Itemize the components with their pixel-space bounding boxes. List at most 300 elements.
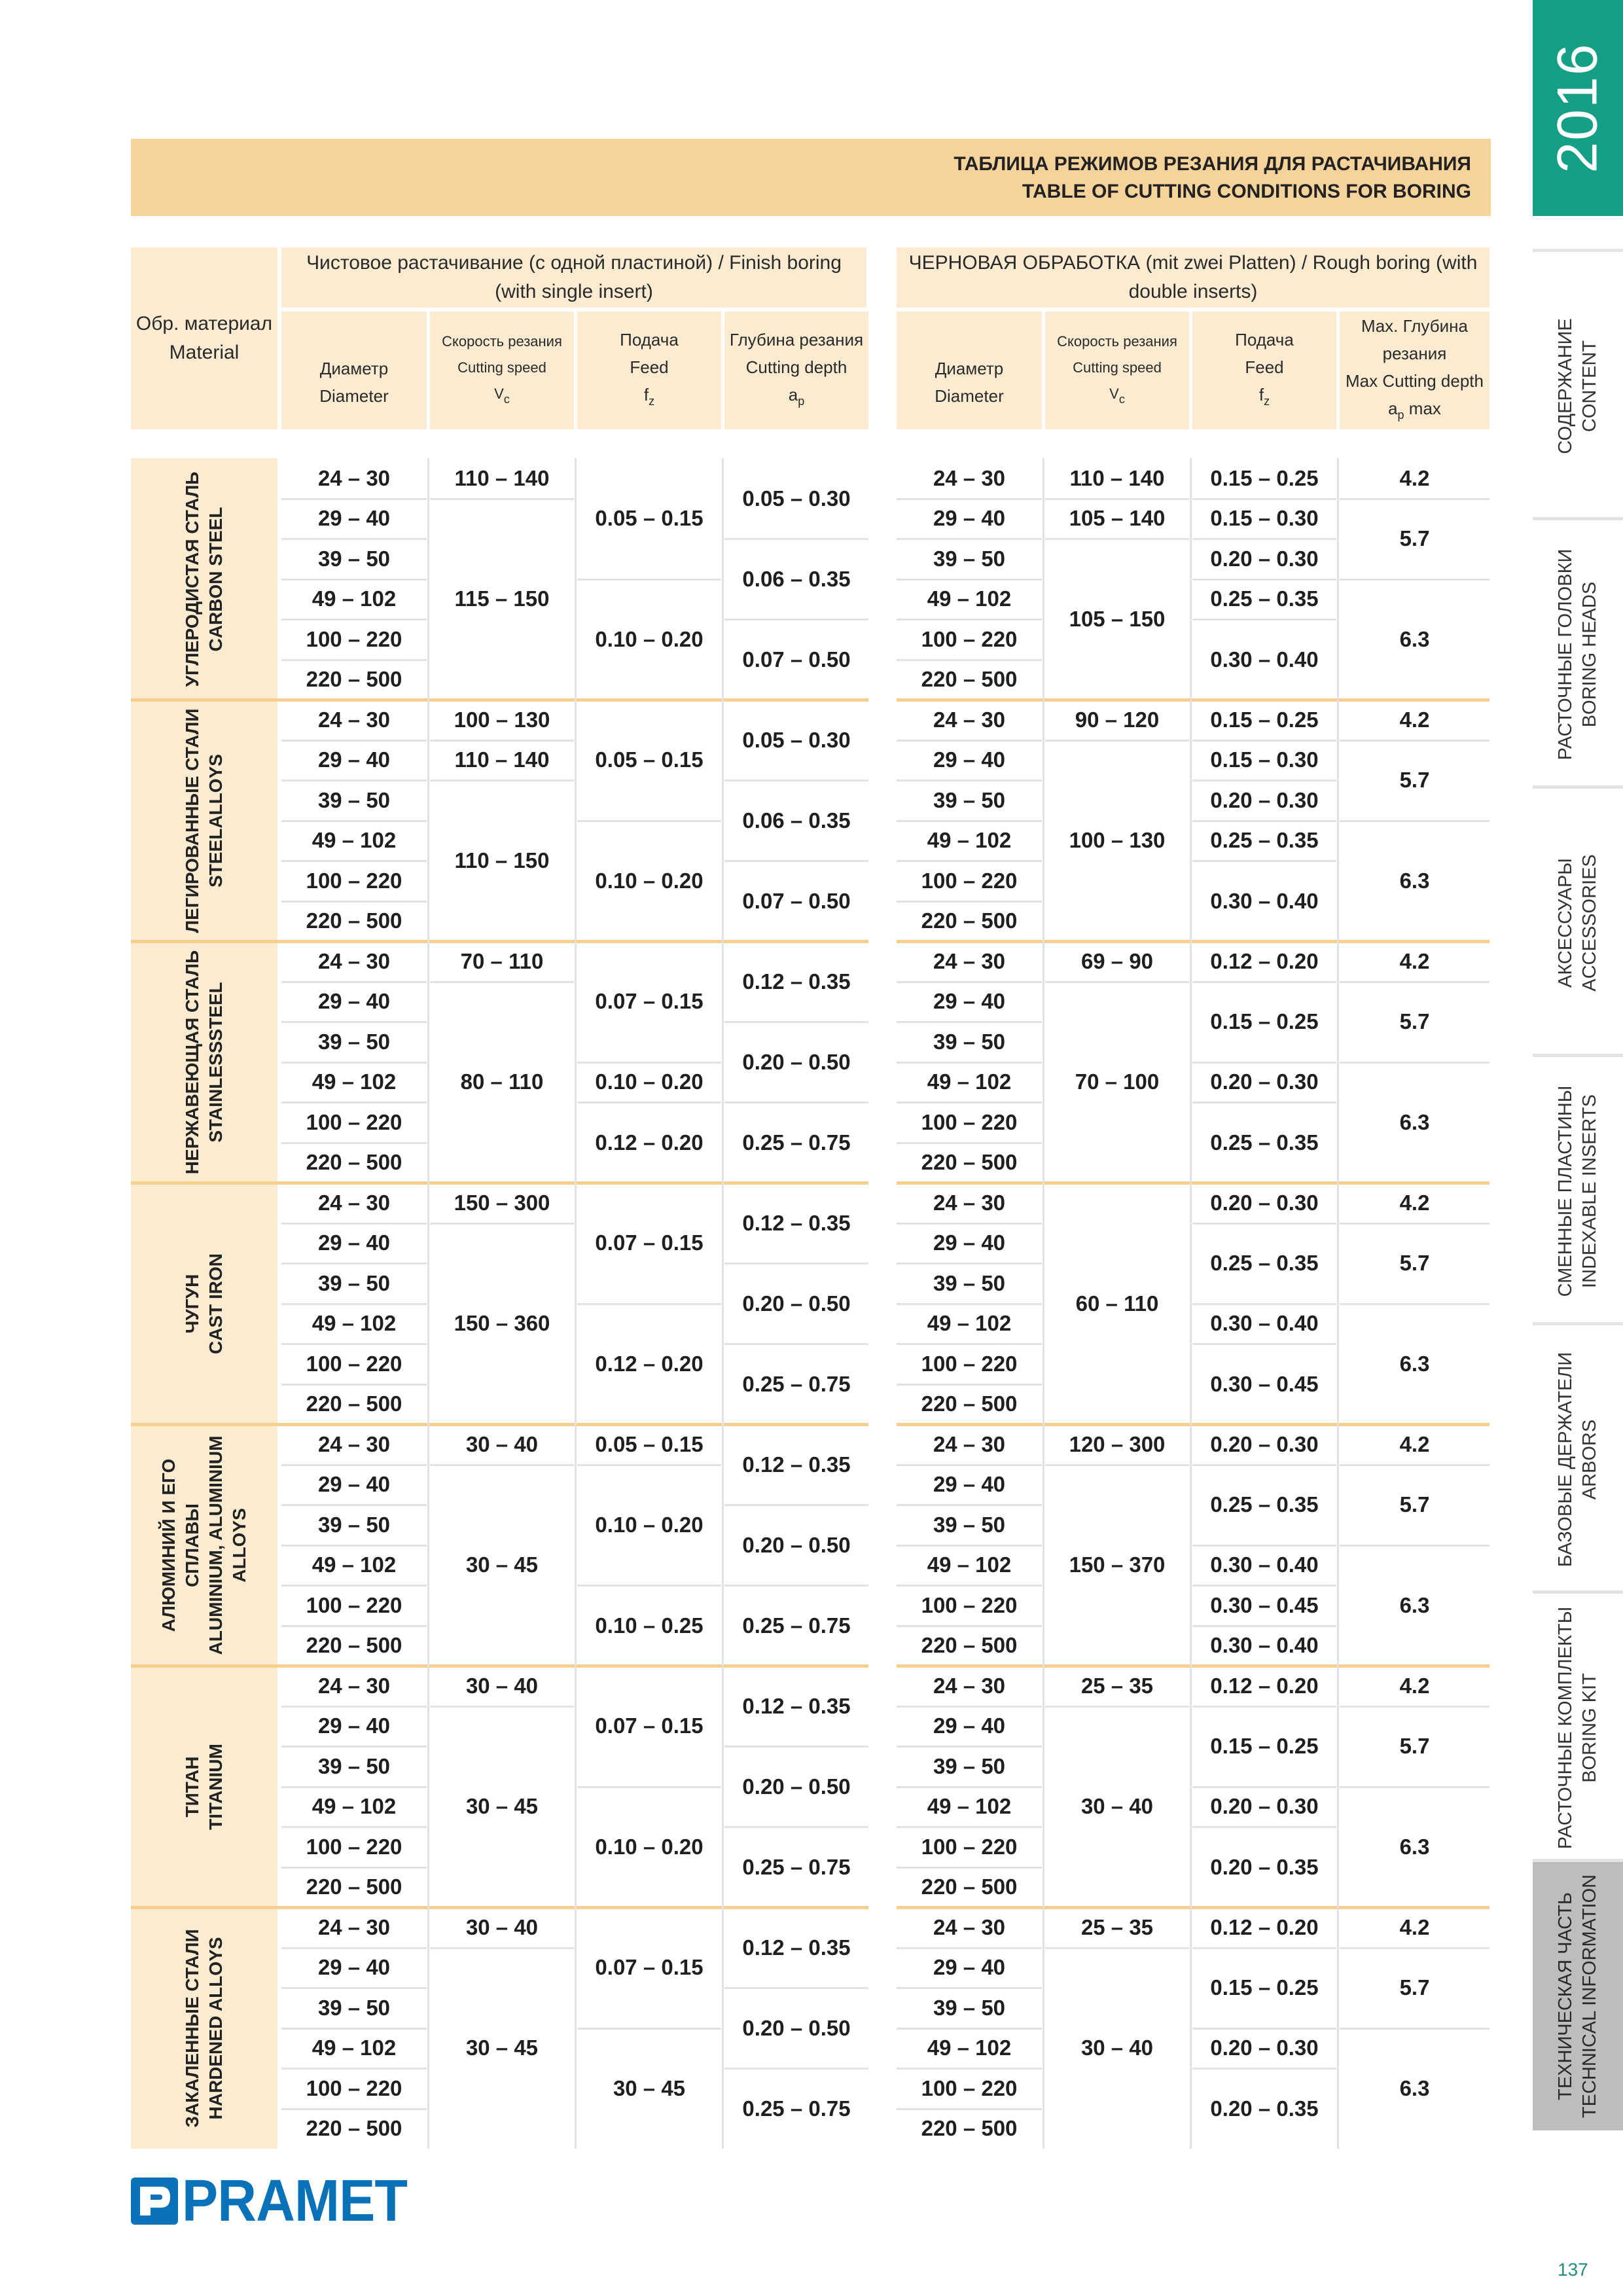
row-divider (724, 1504, 868, 1506)
row-divider (1192, 1585, 1336, 1587)
material-label-cell (131, 1907, 277, 2149)
finish-speed-cell: 30 – 40 (465, 1914, 539, 1939)
row-divider (281, 659, 427, 661)
rough-diameter-cell: 24 – 30 (933, 707, 1006, 732)
nav-item-label (1554, 318, 1602, 454)
material-name-ru: ТИТАН (182, 1756, 202, 1818)
nav-item-en: TECHNICAL INFORMATION (1579, 1874, 1600, 2119)
nav-item-en: ARBORS (1579, 1419, 1600, 1500)
nav-item-en: CONTENT (1579, 340, 1600, 433)
row-divider (1340, 498, 1489, 500)
rough-max-depth-cell: 5.7 (1399, 1009, 1430, 1033)
finish-feed-cell: 0.10 – 0.20 (595, 1834, 704, 1859)
rough-max-depth-cell: 4.2 (1399, 1190, 1430, 1215)
finish-diameter-cell: 100 – 220 (306, 1351, 402, 1376)
finish-diameter-cell: 49 – 102 (312, 2036, 397, 2060)
row-divider (281, 2068, 427, 2070)
row-divider (281, 1786, 427, 1788)
row-divider (281, 1263, 427, 1265)
column-divider (575, 458, 577, 2149)
column-divider (1337, 458, 1339, 2149)
finish-diameter-cell: 39 – 50 (317, 1995, 391, 2020)
finish-feed-cell: 0.05 – 0.15 (595, 747, 704, 772)
header-rough-max-depth: Max. Глубина резания Max Cutting depth $a_p$ max (1340, 312, 1489, 429)
finish-feed-cell: 0.07 – 0.15 (595, 1955, 704, 1980)
rough-diameter-cell: 100 – 220 (921, 1834, 1018, 1859)
rough-diameter-cell: 29 – 40 (933, 1230, 1006, 1255)
finish-depth-cell: 0.12 – 0.35 (742, 1452, 851, 1477)
material-name-ru: АЛЮМИНИЙ И ЕГО СПЛАВЫ (158, 1458, 202, 1632)
finish-depth-cell: 0.12 – 0.35 (742, 1935, 851, 1960)
finish-speed-cell: 30 – 40 (465, 1431, 539, 1456)
rough-max-depth-cell: 6.3 (1399, 2075, 1430, 2100)
rough-diameter-cell: 220 – 500 (921, 667, 1018, 692)
row-divider (1192, 1343, 1336, 1345)
row-divider (724, 2068, 868, 2070)
row-divider (897, 1826, 1042, 1828)
finish-speed-cell: 115 – 150 (454, 586, 550, 611)
finish-depth-cell: 0.25 – 0.75 (742, 2096, 851, 2121)
row-divider (281, 1223, 427, 1225)
row-divider (281, 1706, 427, 1708)
row-divider (1340, 1464, 1489, 1466)
material-name-en: STEELALLOYS (205, 753, 226, 888)
rough-feed-cell: 0.25 – 0.35 (1210, 1251, 1319, 1275)
finish-feed-cell: 0.05 – 0.15 (595, 506, 704, 531)
rough-feed-cell: 0.25 – 0.35 (1210, 828, 1319, 853)
page-number: 137 (1558, 2259, 1588, 2280)
row-divider (1045, 498, 1189, 500)
column-divider (427, 458, 429, 2149)
nav-item-ru: БАЗОВЫЕ ДЕРЖАТЕЛИ (1555, 1352, 1576, 1568)
material-label (181, 706, 228, 935)
finish-diameter-cell: 24 – 30 (317, 1431, 391, 1456)
material-name-en: STAINLESSSTEEL (205, 981, 226, 1143)
row-divider (897, 1102, 1042, 1103)
row-divider (1192, 579, 1336, 581)
row-divider (281, 1504, 427, 1506)
finish-speed-cell: 30 – 40 (465, 1673, 539, 1698)
rough-diameter-cell: 100 – 220 (921, 868, 1018, 893)
row-divider (430, 498, 574, 500)
finish-depth-cell: 0.12 – 0.35 (742, 969, 851, 994)
rough-feed-cell: 0.15 – 0.25 (1210, 707, 1319, 732)
rough-max-depth-cell: 5.7 (1399, 1975, 1430, 2000)
row-divider (1340, 2028, 1489, 2030)
rough-feed-cell: 0.30 – 0.40 (1210, 1552, 1319, 1577)
rough-max-depth-cell: 4.2 (1399, 948, 1430, 973)
nav-item-label (1554, 1874, 1602, 2118)
row-divider (1192, 860, 1336, 862)
finish-diameter-cell: 100 – 220 (306, 2075, 402, 2100)
rough-diameter-cell: 220 – 500 (921, 1391, 1018, 1416)
finish-depth-cell: 0.25 – 0.75 (742, 1613, 851, 1638)
material-label-cell (131, 458, 277, 700)
rough-diameter-cell: 220 – 500 (921, 1633, 1018, 1658)
finish-depth-cell: 0.06 – 0.35 (742, 808, 851, 833)
row-divider (281, 2028, 427, 2030)
nav-item-1[interactable] (1533, 249, 1623, 520)
row-divider (897, 860, 1042, 862)
finish-diameter-cell: 220 – 500 (306, 1150, 402, 1175)
row-divider (897, 659, 1042, 661)
row-divider (1340, 1545, 1489, 1547)
row-divider (1340, 1786, 1489, 1788)
row-divider (577, 1062, 721, 1064)
row-divider (1192, 1303, 1336, 1305)
finish-diameter-cell: 220 – 500 (306, 1633, 402, 1658)
row-divider (577, 1464, 721, 1466)
finish-speed-cell: 110 – 150 (454, 848, 550, 872)
row-divider (281, 498, 427, 500)
row-divider (897, 1303, 1042, 1305)
group-divider (131, 1181, 868, 1185)
row-divider (897, 2068, 1042, 2070)
finish-feed-cell: 0.07 – 0.15 (595, 1230, 704, 1255)
row-divider (577, 579, 721, 581)
row-divider (281, 1343, 427, 1345)
header-rough-speed: Скорость резания Cutting speed $V_c$ (1045, 312, 1189, 429)
rough-speed-cell: 105 – 150 (1069, 607, 1166, 631)
pramet-logo (131, 2168, 427, 2234)
rough-diameter-cell: 24 – 30 (933, 1673, 1006, 1698)
finish-feed-cell: 0.07 – 0.15 (595, 1713, 704, 1738)
header-finish-boring: Чистовое растачивание (с одной пластиной) / Finish boring (with single insert) (281, 247, 866, 308)
row-divider (724, 1343, 868, 1345)
nav-item-label (1554, 1086, 1602, 1297)
row-divider (897, 1746, 1042, 1748)
rough-max-depth-cell: 6.3 (1399, 1592, 1430, 1617)
finish-diameter-cell: 100 – 220 (306, 868, 402, 893)
finish-diameter-cell: 29 – 40 (317, 1472, 391, 1497)
row-divider (281, 780, 427, 781)
rough-feed-cell: 0.15 – 0.25 (1210, 1734, 1319, 1758)
row-divider (897, 1545, 1042, 1547)
finish-diameter-cell: 220 – 500 (306, 667, 402, 692)
rough-diameter-cell: 24 – 30 (933, 465, 1006, 490)
finish-diameter-cell: 39 – 50 (317, 546, 391, 571)
rough-diameter-cell: 220 – 500 (921, 908, 1018, 933)
row-divider (1192, 2028, 1336, 2030)
row-divider (1192, 981, 1336, 983)
row-divider (897, 579, 1042, 581)
row-divider (577, 1585, 721, 1587)
material-label-cell (131, 941, 277, 1183)
finish-feed-cell: 0.10 – 0.20 (595, 1069, 704, 1094)
rough-diameter-cell: 49 – 102 (927, 1311, 1012, 1336)
nav-item-en: INDEXABLE INSERTS (1579, 1094, 1600, 1289)
finish-diameter-cell: 24 – 30 (317, 1190, 391, 1215)
row-divider (430, 1706, 574, 1708)
rough-diameter-cell: 100 – 220 (921, 626, 1018, 651)
nav-item-ru: СОДЕРЖАНИЕ (1555, 318, 1576, 454)
group-divider (131, 1664, 868, 1668)
rough-speed-cell: 69 – 90 (1080, 948, 1154, 973)
rough-diameter-cell: 29 – 40 (933, 747, 1006, 772)
finish-diameter-cell: 29 – 40 (317, 989, 391, 1014)
finish-diameter-cell: 220 – 500 (306, 1874, 402, 1899)
finish-speed-cell: 30 – 45 (465, 1552, 539, 1577)
row-divider (897, 1706, 1042, 1708)
finish-depth-cell: 0.20 – 0.50 (742, 1774, 851, 1799)
finish-speed-cell: 150 – 360 (454, 1311, 550, 1336)
title-ru: ТАБЛИЦА РЕЖИМОВ РЕЗАНИЯ ДЛЯ РАСТАЧИВАНИЯ (954, 153, 1471, 175)
rough-diameter-cell: 39 – 50 (933, 787, 1006, 812)
rough-feed-cell: 0.20 – 0.30 (1210, 2036, 1319, 2060)
nav-item-3[interactable] (1533, 785, 1623, 1057)
row-divider (1192, 538, 1336, 540)
finish-diameter-cell: 220 – 500 (306, 1391, 402, 1416)
row-divider (1192, 1947, 1336, 1949)
row-divider (281, 1746, 427, 1748)
finish-feed-cell: 0.10 – 0.20 (595, 868, 704, 893)
row-divider (897, 1384, 1042, 1386)
group-divider (131, 1423, 868, 1426)
row-divider (1192, 1102, 1336, 1103)
rough-diameter-cell: 29 – 40 (933, 1955, 1006, 1980)
row-divider (281, 1384, 427, 1386)
row-divider (724, 1102, 868, 1103)
rough-speed-cell: 150 – 370 (1069, 1552, 1166, 1577)
rough-diameter-cell: 49 – 102 (927, 828, 1012, 853)
finish-diameter-cell: 24 – 30 (317, 1914, 391, 1939)
rough-speed-cell: 30 – 40 (1080, 1794, 1154, 1819)
row-divider (577, 820, 721, 822)
rough-max-depth-cell: 6.3 (1399, 1351, 1430, 1376)
rough-speed-cell: 110 – 140 (1069, 465, 1165, 490)
finish-speed-cell: 30 – 45 (465, 2036, 539, 2060)
row-divider (577, 1303, 721, 1305)
row-divider (281, 901, 427, 903)
rough-feed-cell: 0.20 – 0.30 (1210, 1794, 1319, 1819)
rough-speed-cell: 90 – 120 (1075, 707, 1160, 732)
finish-diameter-cell: 29 – 40 (317, 747, 391, 772)
material-name-ru: УГЛЕРОДИСТАЯ СТАЛЬ (182, 471, 202, 687)
row-divider (897, 619, 1042, 620)
nav-item-label (1554, 549, 1602, 761)
row-divider (281, 1021, 427, 1023)
row-divider (897, 1987, 1042, 1989)
finish-speed-cell: 150 – 300 (454, 1190, 550, 1215)
row-divider (281, 579, 427, 581)
group-divider (897, 698, 1489, 702)
rough-feed-cell: 0.15 – 0.25 (1210, 1009, 1319, 1033)
year-label: 2016 (1546, 43, 1609, 173)
row-divider (1192, 1464, 1336, 1466)
row-divider (1340, 1223, 1489, 1225)
finish-depth-cell: 0.12 – 0.35 (742, 1693, 851, 1718)
rough-diameter-cell: 39 – 50 (933, 546, 1006, 571)
finish-diameter-cell: 24 – 30 (317, 465, 391, 490)
rough-feed-cell: 0.20 – 0.30 (1210, 1431, 1319, 1456)
header-finish-feed: Подача Feed $f_z$ (577, 312, 721, 429)
row-divider (1192, 780, 1336, 781)
nav-item-en: BORING HEADS (1579, 581, 1600, 728)
rough-diameter-cell: 39 – 50 (933, 1029, 1006, 1054)
rough-diameter-cell: 29 – 40 (933, 989, 1006, 1014)
row-divider (897, 1947, 1042, 1949)
rough-feed-cell: 0.30 – 0.45 (1210, 1371, 1319, 1396)
rough-feed-cell: 0.20 – 0.30 (1210, 787, 1319, 812)
material-name-ru: ЧУГУН (182, 1274, 202, 1333)
row-divider (1045, 1947, 1189, 1949)
nav-item-6[interactable] (1533, 1590, 1623, 1862)
material-name-en: CARBON STEEL (205, 507, 226, 651)
rough-max-depth-cell: 4.2 (1399, 1914, 1430, 1939)
finish-diameter-cell: 220 – 500 (306, 908, 402, 933)
row-divider (1045, 1464, 1189, 1466)
finish-feed-cell: 0.12 – 0.20 (595, 1351, 704, 1376)
finish-diameter-cell: 39 – 50 (317, 1270, 391, 1295)
nav-item-ru: СМЕННЫЕ ПЛАСТИНЫ (1555, 1085, 1576, 1297)
nav-item-4[interactable] (1533, 1054, 1623, 1325)
row-divider (1045, 981, 1189, 983)
group-divider (897, 1906, 1489, 1909)
row-divider (1192, 740, 1336, 742)
finish-speed-cell: 80 – 110 (460, 1069, 544, 1094)
rough-feed-cell: 0.20 – 0.35 (1210, 2096, 1319, 2121)
row-divider (1340, 1947, 1489, 1949)
material-name-en: TITANIUM (205, 1743, 226, 1830)
rough-speed-cell: 60 – 110 (1075, 1291, 1159, 1316)
rough-feed-cell: 0.15 – 0.25 (1210, 465, 1319, 490)
material-label (181, 1914, 228, 2142)
rough-diameter-cell: 39 – 50 (933, 1270, 1006, 1295)
row-divider (1192, 1062, 1336, 1064)
row-divider (281, 860, 427, 862)
row-divider (1340, 579, 1489, 581)
finish-diameter-cell: 100 – 220 (306, 1592, 402, 1617)
row-divider (897, 981, 1042, 983)
finish-speed-cell: 110 – 140 (454, 465, 550, 490)
finish-depth-cell: 0.25 – 0.75 (742, 1854, 851, 1879)
finish-feed-cell: 0.07 – 0.15 (595, 989, 704, 1014)
row-divider (897, 1867, 1042, 1869)
row-divider (897, 2028, 1042, 2030)
row-divider (1340, 1062, 1489, 1064)
rough-max-depth-cell: 4.2 (1399, 1673, 1430, 1698)
row-divider (724, 619, 868, 620)
row-divider (897, 1343, 1042, 1345)
finish-depth-cell: 0.05 – 0.30 (742, 486, 851, 511)
row-divider (577, 2028, 721, 2030)
logo-text: PRAMET (182, 2168, 408, 2234)
material-label (181, 1189, 228, 1418)
row-divider (897, 1504, 1042, 1506)
rough-max-depth-cell: 5.7 (1399, 1492, 1430, 1516)
column-divider (1043, 458, 1044, 2149)
rough-max-depth-cell: 5.7 (1399, 768, 1430, 792)
row-divider (897, 1021, 1042, 1023)
finish-diameter-cell: 100 – 220 (306, 626, 402, 651)
material-label (157, 1431, 251, 1659)
row-divider (281, 1987, 427, 1989)
rough-diameter-cell: 24 – 30 (933, 948, 1006, 973)
finish-diameter-cell: 49 – 102 (312, 1794, 397, 1819)
row-divider (1045, 1706, 1189, 1708)
nav-item-7[interactable] (1533, 1859, 1623, 2130)
rough-diameter-cell: 29 – 40 (933, 1713, 1006, 1738)
row-divider (281, 1826, 427, 1828)
material-name-en: CAST IRON (205, 1253, 226, 1354)
finish-feed-cell: 0.10 – 0.20 (595, 626, 704, 651)
rough-max-depth-cell: 4.2 (1399, 1431, 1430, 1456)
header-rough-boring: ЧЕРНОВАЯ ОБРАБОТКА (mit zwei Platten) / Rough boring (with double inserts) (897, 247, 1489, 308)
finish-diameter-cell: 49 – 102 (312, 1552, 397, 1577)
finish-speed-cell: 110 – 140 (454, 747, 550, 772)
row-divider (430, 740, 574, 742)
title-en: TABLE OF CUTTING CONDITIONS FOR BORING (1022, 181, 1471, 202)
row-divider (897, 820, 1042, 822)
row-divider (281, 1947, 427, 1949)
row-divider (724, 780, 868, 781)
finish-diameter-cell: 49 – 102 (312, 828, 397, 853)
row-divider (1192, 1625, 1336, 1627)
finish-depth-cell: 0.07 – 0.50 (742, 888, 851, 913)
row-divider (430, 1947, 574, 1949)
rough-max-depth-cell: 5.7 (1399, 1251, 1430, 1275)
rough-diameter-cell: 24 – 30 (933, 1431, 1006, 1456)
row-divider (281, 1464, 427, 1466)
rough-diameter-cell: 220 – 500 (921, 1874, 1018, 1899)
row-divider (430, 780, 574, 781)
row-divider (577, 1102, 721, 1103)
row-divider (281, 538, 427, 540)
rough-diameter-cell: 220 – 500 (921, 2116, 1018, 2141)
row-divider (1192, 619, 1336, 620)
row-divider (281, 619, 427, 620)
rough-feed-cell: 0.20 – 0.30 (1210, 1190, 1319, 1215)
row-divider (897, 2108, 1042, 2110)
rough-speed-cell: 100 – 130 (1069, 828, 1166, 853)
nav-item-2[interactable] (1533, 517, 1623, 789)
row-divider (281, 981, 427, 983)
row-divider (724, 1746, 868, 1748)
row-divider (430, 1464, 574, 1466)
rough-diameter-cell: 49 – 102 (927, 586, 1012, 611)
row-divider (281, 1303, 427, 1305)
column-divider (1190, 458, 1192, 2149)
row-divider (281, 1102, 427, 1103)
row-divider (724, 1585, 868, 1587)
row-divider (577, 1786, 721, 1788)
nav-item-label (1554, 1352, 1602, 1567)
finish-feed-cell: 0.12 – 0.20 (595, 1130, 704, 1155)
row-divider (281, 1062, 427, 1064)
nav-item-5[interactable] (1533, 1322, 1623, 1594)
row-divider (281, 1585, 427, 1587)
finish-feed-cell: 0.05 – 0.15 (595, 1431, 704, 1456)
finish-diameter-cell: 29 – 40 (317, 1713, 391, 1738)
rough-diameter-cell: 49 – 102 (927, 1552, 1012, 1577)
finish-diameter-cell: 39 – 50 (317, 787, 391, 812)
rough-feed-cell: 0.12 – 0.20 (1210, 1914, 1319, 1939)
finish-diameter-cell: 24 – 30 (317, 707, 391, 732)
material-label (181, 948, 228, 1176)
rough-diameter-cell: 39 – 50 (933, 1995, 1006, 2020)
finish-depth-cell: 0.20 – 0.50 (742, 1291, 851, 1316)
rough-max-depth-cell: 6.3 (1399, 1834, 1430, 1859)
rough-feed-cell: 0.25 – 0.35 (1210, 1130, 1319, 1155)
header-rough-feed: Подача Feed $f_z$ (1192, 312, 1336, 429)
rough-max-depth-cell: 5.7 (1399, 526, 1430, 550)
nav-item-ru: РАСТОЧНЫЕ КОМПЛЕКТЫ (1555, 1606, 1576, 1850)
row-divider (897, 1263, 1042, 1265)
group-divider (131, 940, 868, 943)
rough-speed-cell: 25 – 35 (1080, 1673, 1154, 1698)
row-divider (281, 820, 427, 822)
finish-diameter-cell: 29 – 40 (317, 506, 391, 531)
